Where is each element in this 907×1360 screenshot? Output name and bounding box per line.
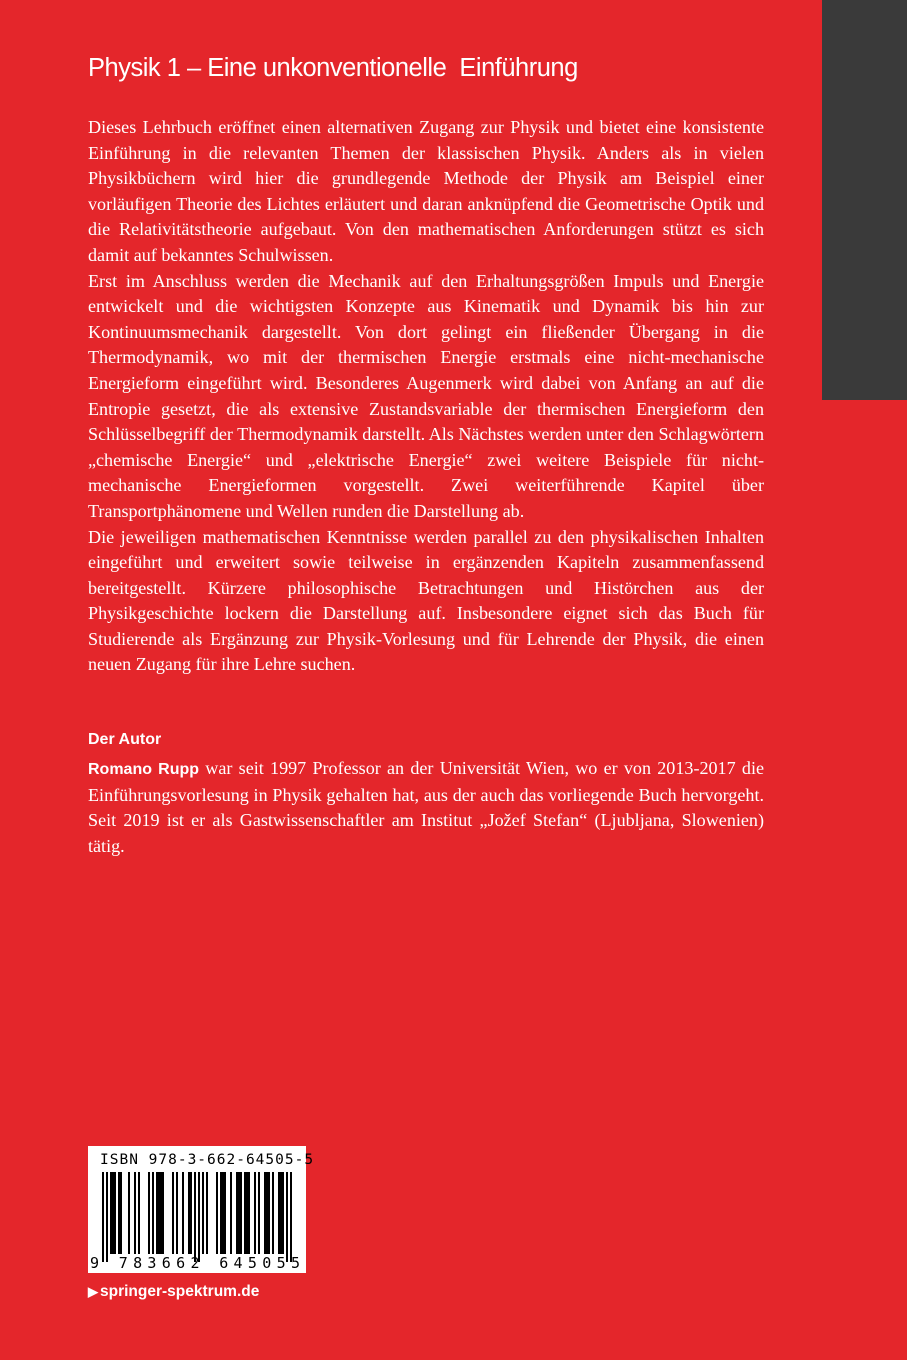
- barcode-bar: [264, 1172, 266, 1254]
- barcode-bar: [128, 1172, 130, 1254]
- barcode-bar: [268, 1172, 270, 1254]
- barcode-bar: [280, 1172, 282, 1254]
- barcode-bar: [248, 1172, 250, 1254]
- barcode-bar: [110, 1172, 112, 1254]
- blurb-paragraph-1: Dieses Lehrbuch eröffnet einen alternativen Zugang zur Physik und bietet eine konsistente Einführung in die relevanten Themen der klassischen Physik. Anders als in vielen Physikbüchern wird hier die grundlegende Methode der Physik am Beispiel einer vorläufigen Theorie des Lichtes erläutert und daran anknüpfend die Geometrische Optik und die Relativitätstheorie aufgebaut. Von den mathematischen Anforderungen stützt es sich damit auf bekanntes Schulwissen.: [88, 117, 764, 265]
- barcode-bar: [138, 1172, 140, 1254]
- barcode-bar: [194, 1172, 196, 1262]
- barcode-bar: [272, 1172, 274, 1254]
- barcode-bar: [222, 1172, 224, 1254]
- website-link[interactable]: [88, 1283, 259, 1301]
- barcode-bar: [114, 1172, 116, 1254]
- ean-digits: 9 783662 645055: [90, 1254, 300, 1272]
- barcode-bar: [266, 1172, 268, 1254]
- barcode-bar: [134, 1172, 136, 1254]
- barcode-bar: [152, 1172, 154, 1254]
- barcode-bar: [236, 1172, 238, 1254]
- barcode-bar: [102, 1172, 104, 1262]
- barcode-bar: [282, 1172, 284, 1254]
- barcode-bar: [162, 1172, 164, 1254]
- barcode-bar: [278, 1172, 280, 1254]
- author-bio-text: war seit 1997 Professor an der Universität Wien, wo er von 2013-2017 die Einführungsvorlesung in Physik gehalten hat, aus der auch das vorliegende Buch hervorgeht. Seit 2019 ist er als Gastwissenschaftler am Institut „Jožef Stefan“ (Ljubljana, Slowenien) tätig.: [88, 758, 764, 856]
- barcode-bar: [172, 1172, 174, 1254]
- barcode-bar: [216, 1172, 218, 1254]
- website-label: springer-spektrum.de: [100, 1283, 260, 1300]
- barcode-bar: [220, 1172, 222, 1254]
- blurb: [88, 115, 764, 678]
- barcode-bar: [240, 1172, 242, 1254]
- book-title: Physik 1 – Eine unkonventionelle Einführung: [88, 54, 578, 82]
- barcode-bar: [238, 1172, 240, 1254]
- side-color-bar: [822, 0, 907, 400]
- barcode-bar: [190, 1172, 192, 1254]
- barcode-bar: [106, 1172, 108, 1262]
- barcode-bar: [202, 1172, 204, 1254]
- isbn-label: ISBN 978-3-662-64505-5: [100, 1152, 315, 1168]
- barcode-bar: [244, 1172, 246, 1254]
- barcode-bar: [230, 1172, 232, 1254]
- blurb-paragraph-2: Erst im Anschluss werden die Mechanik auf den Erhaltungsgrößen Impuls und Energie entwickelt und die wichtigsten Konzepte aus Kinematik und Dynamik bis hin zur Kontinuumsmechanik dargestellt. Von dort gelingt ein fließender Übergang in die Thermodynamik, wo mit der thermischen Energie erstmals eine nicht-mechanische Energieform eingeführt wird. Besonderes Augenmerk wird dabei von Anfang an auf die Entropie gesetzt, die als extensive Zustandsvariable der thermischen Energieform den Schlüsselbegriff der Thermodynamik darstellt. Als Nächstes werden unter den Schlagwörtern „chemische Energie“ und „elektrische Energie“ zwei weitere Beispiele für nicht-mechanische Energieformen vorgestellt. Zwei weiterführende Kapitel über Transportphänomene und Wellen runden die Darstellung ab.: [88, 270, 764, 521]
- author-bio: [88, 756, 764, 859]
- barcode-bar: [224, 1172, 226, 1254]
- barcode-bar: [286, 1172, 288, 1262]
- barcode-bar: [206, 1172, 208, 1254]
- barcode-bar: [254, 1172, 256, 1254]
- barcode: [88, 1146, 315, 1273]
- barcode-bar: [160, 1172, 162, 1254]
- barcode-bar: [176, 1172, 178, 1254]
- barcode-bar: [148, 1172, 150, 1254]
- barcode-bar: [120, 1172, 122, 1254]
- barcode-bar: [156, 1172, 158, 1254]
- ean-barcode-graphic: [88, 1146, 306, 1273]
- play-arrow-icon: ▶: [88, 1284, 98, 1299]
- barcode-bar: [112, 1172, 114, 1254]
- barcode-bar: [118, 1172, 120, 1254]
- barcode-bar: [158, 1172, 160, 1254]
- barcode-bar: [290, 1172, 292, 1262]
- blurb-paragraph-3: Die jeweiligen mathematischen Kenntnisse werden parallel zu den physikalischen Inhalten eingeführt und erweitert sowie teilweise in ergänzenden Kapiteln zusammenfassend bereitgestellt. Kürzere philosophische Betrachtungen und Histörchen aus der Physikgeschichte lockern die Darstellung auf. Insbesondere eignet sich das Buch für Studierende als Ergänzung zur Physik-Vorlesung und für Lehrende der Physik, die einen neuen Zugang für ihre Lehre suchen.: [88, 526, 764, 675]
- barcode-bar: [188, 1172, 190, 1254]
- barcode-bar: [182, 1172, 184, 1254]
- author-heading: Der Autor: [88, 731, 162, 748]
- barcode-bar: [198, 1172, 200, 1262]
- barcode-bar: [246, 1172, 248, 1254]
- author-name: Romano Rupp: [88, 761, 200, 778]
- barcode-bar: [258, 1172, 260, 1254]
